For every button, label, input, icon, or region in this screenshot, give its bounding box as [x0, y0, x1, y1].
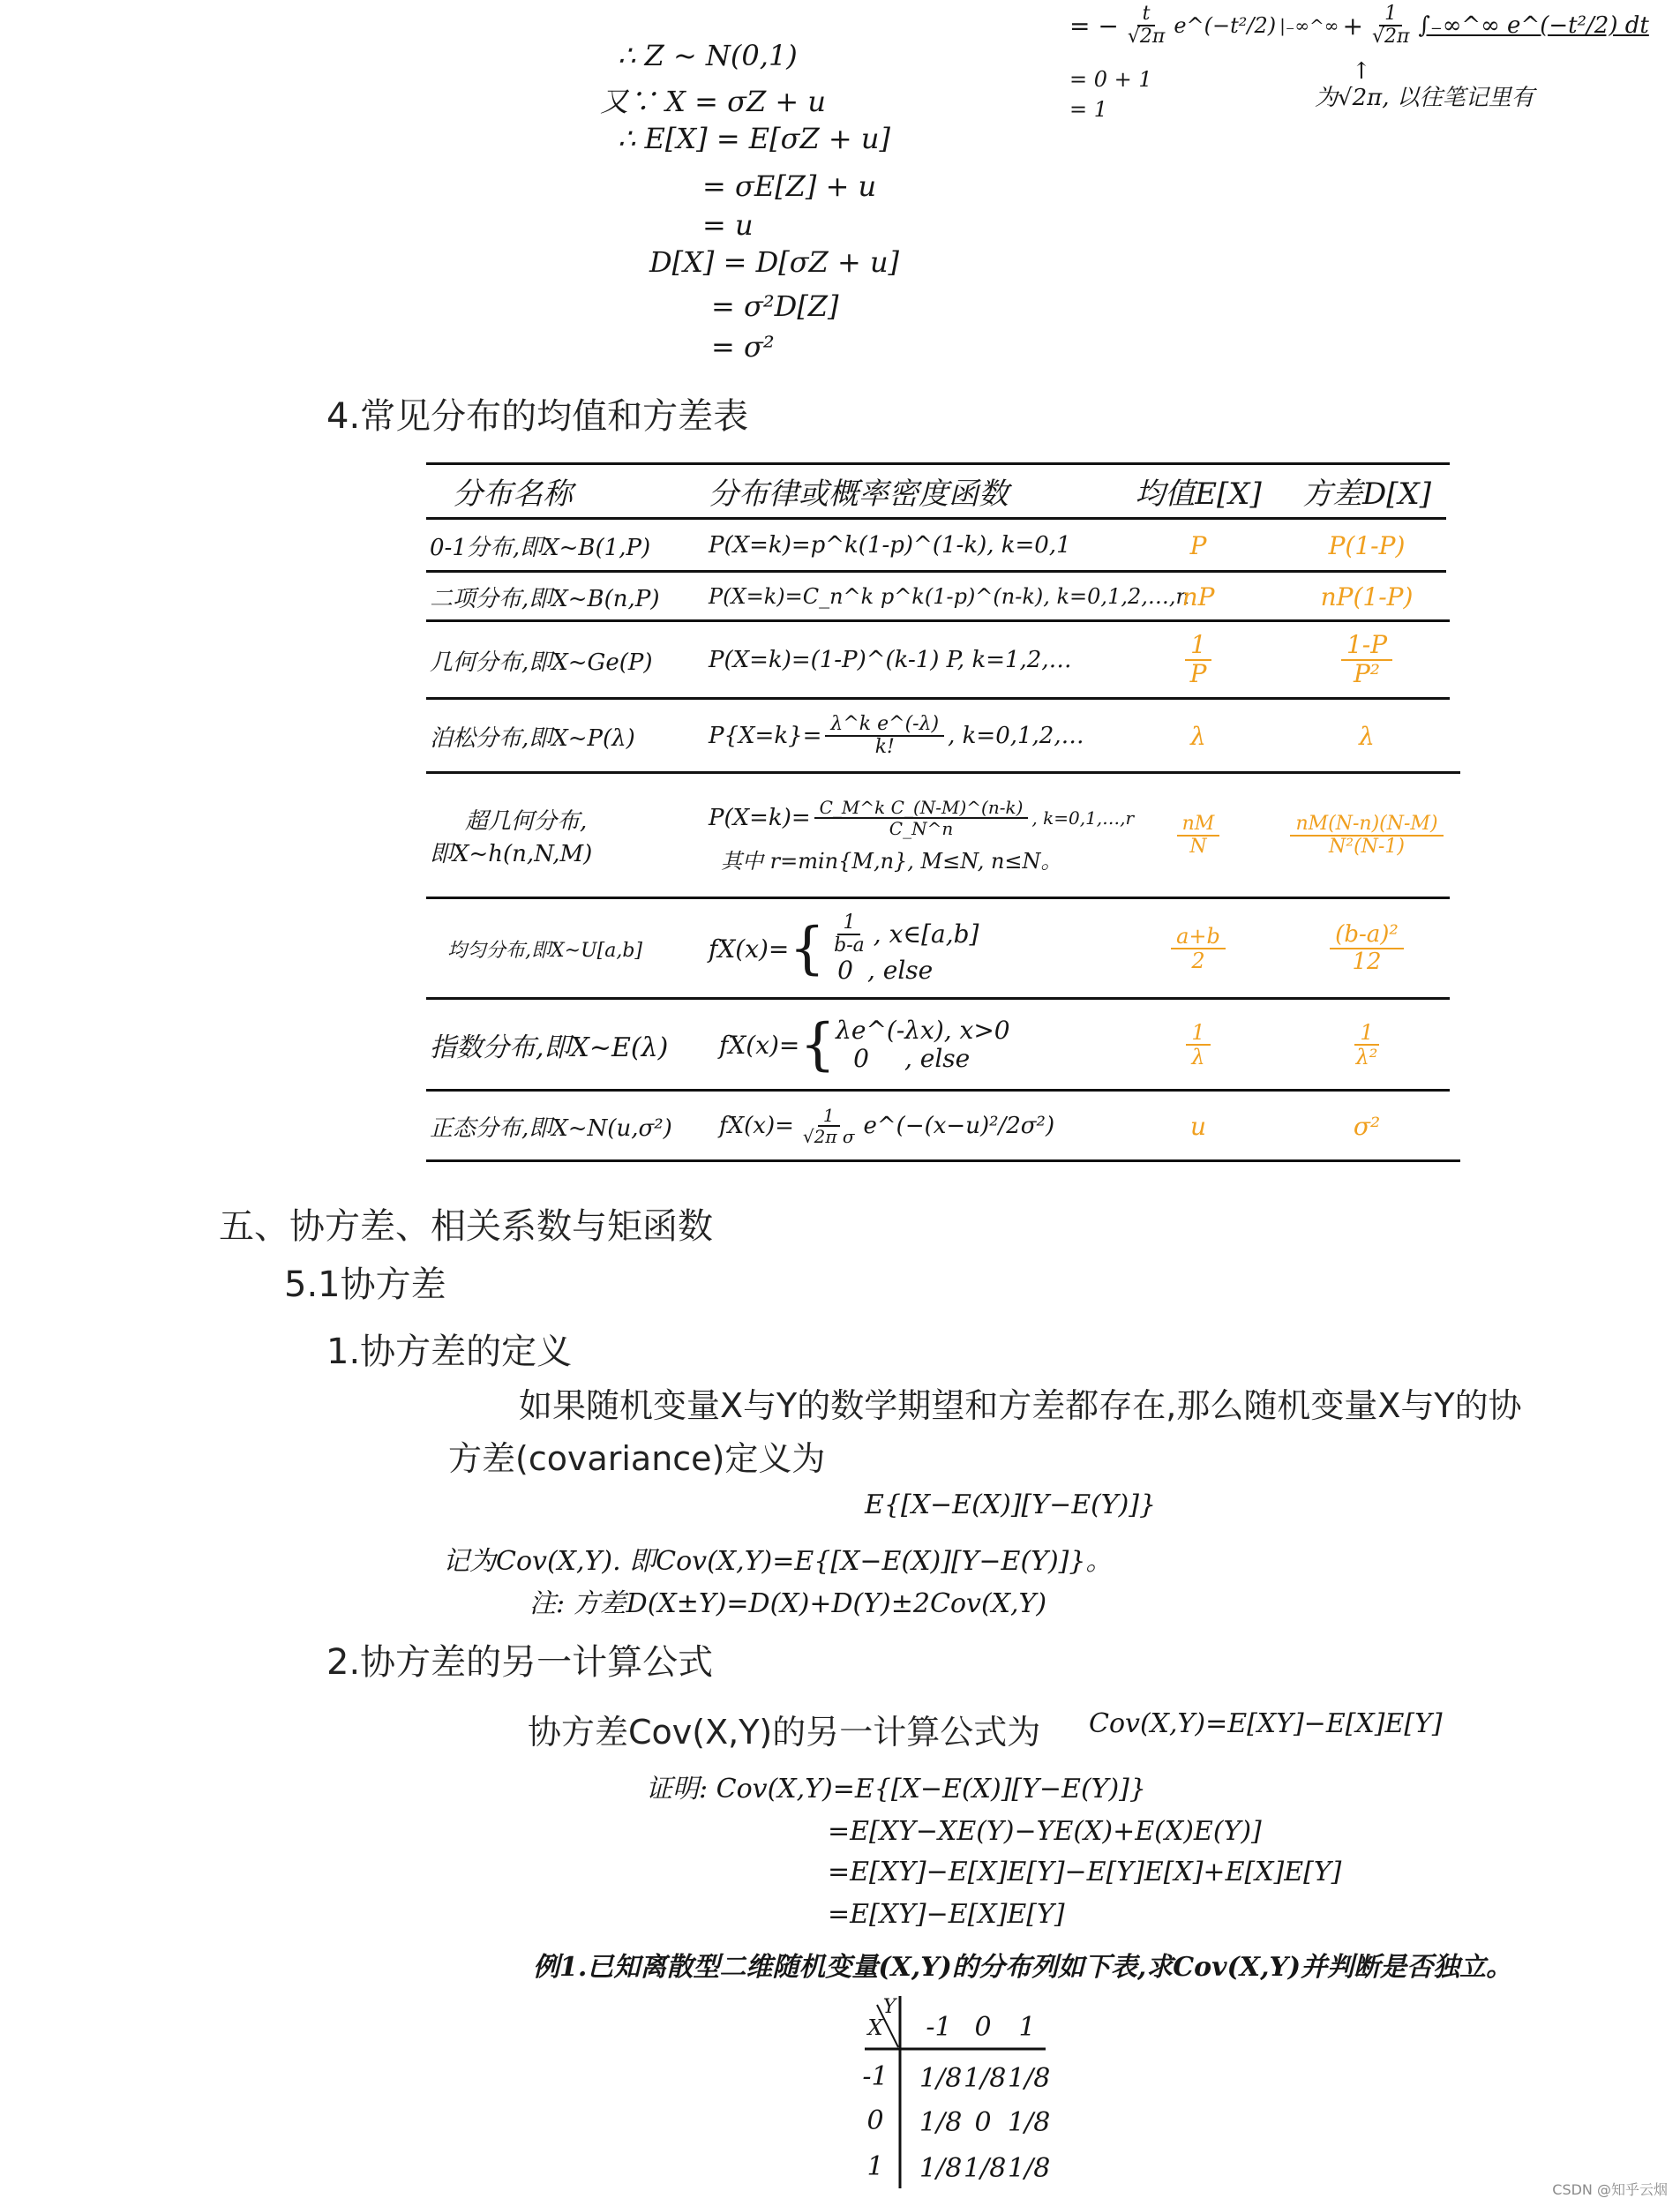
proof-line-3: =E[XY]−E[X]E[Y]−E[Y]E[X]+E[X]E[Y] [828, 1857, 1342, 1887]
row-uniform-mean [1123, 900, 1273, 997]
integral-term: ∫₋∞^∞ e^(−t²/2) dt [1418, 12, 1649, 40]
definition-note-1: 记为Cov(X,Y). 即Cov(X,Y)=E{[X−E(X)][Y−E(Y)]}。 [443, 1546, 1113, 1577]
col-header: 1 [1018, 2012, 1036, 2043]
integral-prefix: = − [1069, 11, 1119, 41]
uniform-case1-num: 1 [837, 912, 860, 935]
row-binomial-name: 二项分布,即X~B(n,P) [430, 585, 660, 612]
exponential-mean-num: 1 [1186, 1021, 1210, 1046]
sub1-title: 1.协方差的定义 [326, 1332, 573, 1372]
integral-line-2: = 0 + 1 [1069, 67, 1152, 92]
alt-formula: Cov(X,Y)=E[XY]−E[X]E[Y] [1089, 1708, 1443, 1739]
row-geometric-name: 几何分布,即X~Ge(P) [430, 649, 653, 676]
table-cell: 1/8 [964, 2063, 1007, 2094]
row-poisson-mean: λ [1190, 721, 1206, 751]
proof-line-2: =E[XY−XE(Y)−YE(X)+E(X)E(Y)] [828, 1816, 1262, 1847]
hypergeom-var-den: N²(N-1) [1329, 836, 1405, 858]
poisson-law-num: λ^k e^(-λ) [825, 714, 944, 737]
table-rule-2 [426, 570, 1446, 573]
derivation-line-7: = σ²D[Z] [711, 289, 839, 323]
row-hypergeom-var [1273, 775, 1460, 897]
hypergeom-mean-den: N [1189, 836, 1207, 858]
row-exponential-name: 指数分布,即X~E(λ) [430, 1032, 669, 1063]
normal-law-prefix: fX(x)= [719, 1113, 794, 1139]
poisson-law-prefix: P{X=k}= [709, 723, 822, 749]
table-cell: 1/8 [919, 2153, 963, 2184]
table-cell: 1/8 [1008, 2063, 1051, 2094]
row-poisson-name: 泊松分布,即X~P(λ) [430, 724, 635, 752]
col-header: -1 [926, 2012, 952, 2043]
uniform-cases [825, 912, 979, 986]
left-brace-icon: { [799, 1012, 836, 1077]
table-cell: 1/8 [1008, 2107, 1051, 2138]
distribution-table [426, 462, 1460, 1159]
uniform-case1-den: b-a [834, 934, 865, 957]
exponential-mean-den: λ [1191, 1045, 1205, 1069]
exponential-case1-cond: , x>0 [943, 1015, 1010, 1045]
row-exponential-mean [1123, 1001, 1273, 1089]
row-poisson-var: λ [1359, 721, 1375, 751]
row-poisson-law [709, 701, 1123, 771]
left-brace-icon: { [789, 916, 826, 981]
section4-title: 4.常见分布的均值和方差表 [326, 396, 749, 437]
integral-frac-2-num: 1 [1379, 4, 1402, 26]
table-rule-7 [426, 997, 1450, 1000]
header-mean: 均值E[X] [1135, 476, 1262, 512]
derivation-line-8: = σ² [711, 330, 775, 364]
exponential-law-prefix: fX(x)= [719, 1030, 800, 1060]
table-rule-8 [426, 1089, 1450, 1092]
geometric-mean-den: P [1189, 659, 1207, 688]
row-uniform-var [1273, 900, 1460, 997]
row-hypergeom-name [426, 775, 703, 897]
example-text: 例1.已知离散型二维随机变量(X,Y)的分布列如下表,求Cov(X,Y)并判断是否独立。 [533, 1952, 1513, 1983]
table-rule-3 [426, 619, 1450, 622]
proof-line-1: 证明: Cov(X,Y)=E{[X−E(X)][Y−E(Y)]} [646, 1774, 1146, 1805]
row-header: -1 [862, 2061, 889, 2092]
integral-frac-2-den: √2π [1371, 26, 1410, 49]
table-cell: 1/8 [1008, 2153, 1051, 2184]
exponential-var-den: λ² [1355, 1045, 1378, 1069]
row-hypergeom-law [709, 775, 1135, 897]
integral-frac-1-num: t [1137, 4, 1156, 26]
table-rule-1 [426, 517, 1446, 520]
poisson-law-suffix: , k=0,1,2,… [948, 723, 1084, 749]
table-cell: 1/8 [964, 2153, 1007, 2184]
table-rule-4 [426, 697, 1450, 700]
proof-line-4: =E[XY]−E[X]E[Y] [828, 1899, 1065, 1930]
integral-frac-1 [1122, 4, 1170, 48]
hypergeom-law-suffix: , k=0,1,…,r [1031, 807, 1135, 829]
derivation-line-1: ∴ Z ~ N(0,1) [618, 39, 798, 72]
row-header: 1 [866, 2151, 884, 2182]
integral-frac-2 [1367, 4, 1414, 48]
header-name: 分布名称 [453, 476, 573, 512]
table-rule-5 [426, 771, 1460, 774]
row-hypergeom-mean [1123, 775, 1273, 897]
integral-note: 为√2π, 以往笔记里有 [1315, 85, 1534, 111]
note-arrow-icon: ↑ [1352, 58, 1371, 85]
section5-title: 五、协方差、相关系数与矩函数 [219, 1206, 713, 1247]
sub2-title: 2.协方差的另一计算公式 [326, 1642, 714, 1683]
definition-text-line1: 如果随机变量X与Y的数学期望和方差都存在,那么随机变量X与Y的协 [519, 1386, 1522, 1425]
hypergeom-law-num: C_M^k C_(N-M)^(n-k) [814, 798, 1029, 819]
exponential-case2-cond: , else [904, 1044, 971, 1073]
row-binomial-var: nP(1-P) [1320, 582, 1414, 612]
hypergeom-law-line2: 其中 r=min{M,n}, M≤N, n≤N。 [721, 848, 1062, 874]
uniform-mean-den: 2 [1191, 949, 1205, 973]
exponential-case2-val: 0 [853, 1044, 869, 1073]
row-bernoulli-law: P(X=k)=p^k(1-p)^(1-k), k=0,1 [709, 532, 1071, 559]
exponential-case1: λe^(-λx) [836, 1015, 944, 1045]
table-rule-bottom [426, 1159, 1460, 1162]
row-exponential-law [709, 1001, 1134, 1089]
row-exponential-var [1273, 1001, 1460, 1089]
hypergeom-law-den: C_N^n [889, 817, 954, 839]
corner-y-label: Y [882, 1996, 896, 2018]
row-uniform-law [709, 900, 1123, 997]
normal-law-exp: e^(−(x−u)²/2σ²) [863, 1113, 1055, 1139]
corner-x-label: X [867, 2015, 883, 2040]
uniform-var-num: (b-a)² [1330, 922, 1404, 949]
derivation-line-3: ∴ E[X] = E[σZ + u] [618, 122, 890, 155]
watermark: CSDN @知乎云烟 [1552, 2181, 1668, 2198]
row-geometric-mean [1123, 623, 1273, 697]
derivation-line-5: = u [702, 208, 754, 242]
uniform-law-prefix: fX(x)= [709, 934, 790, 964]
row-header: 0 [866, 2105, 884, 2136]
row-normal-mean: u [1189, 1111, 1207, 1141]
poisson-law-den: k! [874, 736, 895, 758]
definition-formula: E{[X−E(X)][Y−E(Y)]} [865, 1489, 1157, 1520]
row-geometric-var [1273, 623, 1460, 697]
example-table [847, 1996, 1050, 2190]
table-cell: 1/8 [919, 2063, 963, 2094]
hypergeom-mean-num: nM [1177, 814, 1220, 837]
derivation-line-2: 又∵ X = σZ + u [600, 85, 826, 118]
normal-law-num: 1 [818, 1106, 840, 1127]
integral-plus: + [1342, 11, 1363, 41]
table-cell: 0 [974, 2107, 992, 2138]
definition-note-2: 注: 方差D(X±Y)=D(X)+D(Y)±2Cov(X,Y) [529, 1588, 1047, 1619]
integral-line-1 [1069, 4, 1649, 48]
col-header: 0 [974, 2012, 992, 2043]
uniform-case2-cond: , else [866, 956, 934, 986]
row-bernoulli-mean: P [1189, 530, 1207, 560]
header-var: 方差D[X] [1302, 476, 1431, 512]
geometric-var-num: 1-P [1341, 632, 1392, 661]
hypergeom-var-num: nM(N-n)(N-M) [1290, 814, 1443, 837]
integral-exp-1: e^(−t²/2) [1174, 13, 1277, 39]
row-bernoulli-name: 0-1分布,即X~B(1,P) [430, 534, 651, 561]
integral-frac-1-den: √2π [1127, 26, 1166, 49]
integral-line-3: = 1 [1069, 97, 1108, 122]
uniform-var-den: 12 [1352, 949, 1382, 975]
row-geometric-law: P(X=k)=(1-P)^(k-1) P, k=1,2,… [709, 647, 1072, 673]
geometric-mean-num: 1 [1185, 632, 1211, 661]
definition-text-line2: 方差(covariance)定义为 [448, 1439, 826, 1478]
row-normal-law [709, 1092, 1134, 1159]
derivation-line-6: D[X] = D[σZ + u] [649, 245, 900, 279]
row-binomial-law: P(X=k)=C_n^k p^k(1-p)^(n-k), k=0,1,2,…,n [709, 584, 1189, 609]
row-normal-var: σ² [1353, 1111, 1381, 1141]
derivation-line-4: = σE[Z] + u [702, 169, 877, 203]
uniform-case2-val: 0 [837, 956, 853, 986]
header-law: 分布律或概率密度函数 [709, 476, 1009, 512]
table-rule-top [426, 462, 1450, 465]
exponential-cases [836, 1017, 1010, 1073]
normal-law-den: √2π σ [802, 1126, 855, 1147]
uniform-case1-cond: , x∈[a,b] [873, 919, 979, 949]
integral-limits: |₋∞^∞ [1279, 15, 1339, 37]
geometric-var-den: P² [1353, 659, 1381, 688]
exponential-var-num: 1 [1354, 1021, 1378, 1046]
row-bernoulli-var: P(1-P) [1328, 530, 1406, 560]
row-binomial-mean: nP [1181, 582, 1215, 612]
table-rule-6 [426, 897, 1450, 899]
hypergeom-name-line2: 即X~h(n,N,M) [430, 841, 593, 867]
row-uniform-name: 均匀分布,即X~U[a,b] [447, 939, 642, 962]
hypergeom-name-line1: 超几何分布, [465, 808, 588, 835]
table-cell: 1/8 [919, 2107, 963, 2138]
alt-formula-text: 协方差Cov(X,Y)的另一计算公式为 [528, 1713, 1041, 1752]
hypergeom-law-prefix: P(X=k)= [709, 804, 811, 831]
uniform-mean-num: a+b [1171, 925, 1226, 949]
row-normal-name: 正态分布,即X~N(u,σ²) [430, 1114, 672, 1142]
section51-title: 5.1协方差 [284, 1264, 446, 1305]
